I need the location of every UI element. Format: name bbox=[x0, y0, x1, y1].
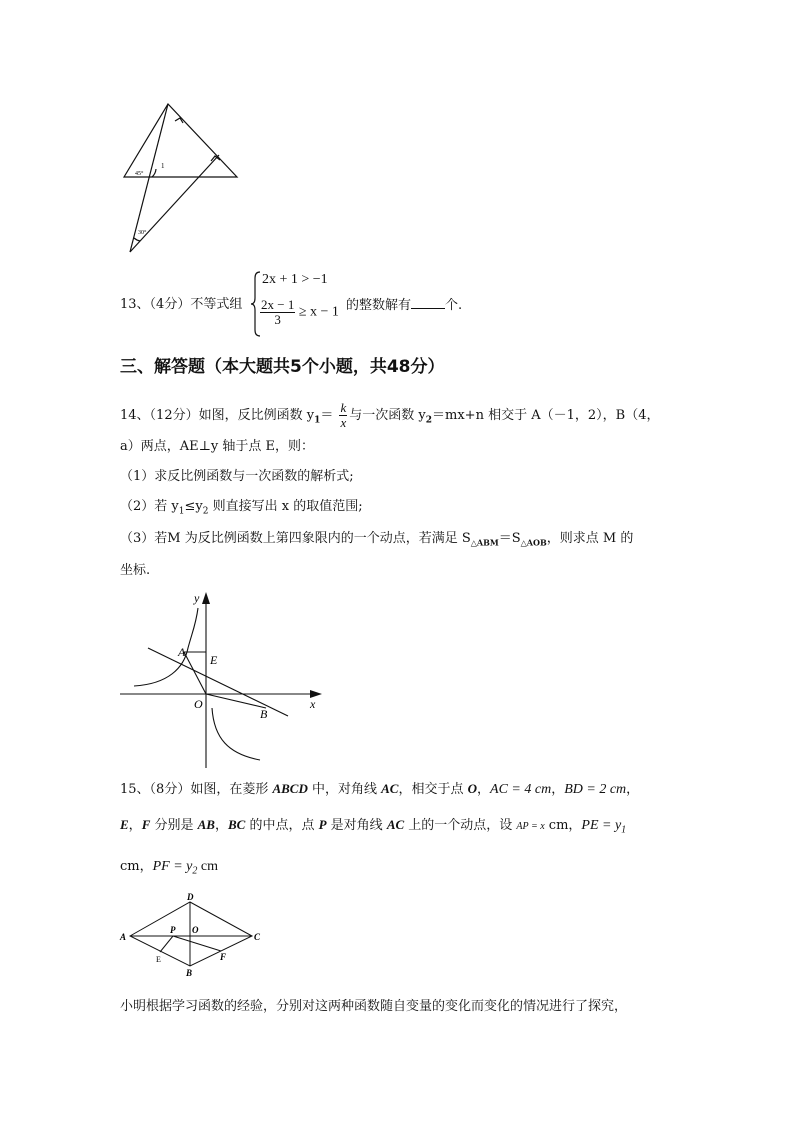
q14-p2-sub2: 2 bbox=[202, 506, 209, 517]
q13-frac-den: 3 bbox=[274, 312, 281, 327]
q14-k-over-x bbox=[339, 401, 347, 430]
q15-f: F bbox=[141, 817, 151, 832]
q13-fraction bbox=[260, 298, 295, 327]
q15-t1: 15、（8分）如图，在菱形 bbox=[120, 782, 273, 797]
q15-ac-eq: AC = 4 cm bbox=[490, 782, 552, 797]
q13-ineq1: 2x + 1 > −1 bbox=[262, 272, 328, 287]
q14-part3 bbox=[120, 530, 633, 552]
q14-p2e: 则直接写出 x 的取值范围; bbox=[208, 499, 363, 514]
point-O-label: O bbox=[194, 697, 203, 711]
frac-k: k bbox=[340, 400, 347, 415]
q15-pf-sub: 2 bbox=[192, 865, 198, 877]
q15-ac: AC bbox=[381, 781, 399, 796]
q13-frac-num: 2x − 1 bbox=[261, 297, 295, 312]
q15-t2: 中，对角线 bbox=[307, 782, 382, 797]
q15-exploration: 小明根据学习函数的经验，分别对这两种函数随自变量的变化而变化的情况进行了探究， bbox=[120, 999, 628, 1014]
vertex-D-label: D bbox=[187, 892, 194, 902]
q13-ineq2 bbox=[260, 298, 339, 327]
q15-pf-eq: PF = y bbox=[152, 859, 193, 874]
q14-part3-cont: 坐标. bbox=[120, 563, 151, 578]
q14-text3: ＝mx+n 相交于 A（－1，2），B（4， bbox=[432, 408, 660, 423]
q15-p: P bbox=[318, 817, 327, 832]
q15-pe-eq: PE = y bbox=[581, 818, 622, 833]
q14-line1 bbox=[120, 401, 659, 430]
q15-c1: ， bbox=[128, 818, 142, 833]
q15-figure bbox=[118, 890, 268, 980]
q15-t7: 分别是 bbox=[150, 818, 198, 833]
angle-30-label: 30° bbox=[138, 230, 147, 236]
x-axis-label: x bbox=[310, 697, 316, 711]
q14-text: 14、（12分）如图，反比例函数 y bbox=[120, 408, 315, 423]
q15-bd-eq: BD = 2 cm bbox=[564, 782, 627, 797]
point-E-label: E bbox=[156, 955, 161, 964]
q15-line1 bbox=[120, 780, 639, 799]
q15-t13: cm bbox=[197, 859, 218, 874]
q15-o: O bbox=[467, 781, 477, 796]
q14-line2: a）两点，AE⊥y 轴于点 E，则： bbox=[120, 439, 314, 454]
section-heading: 三、解答题（本大题共5个小题，共48分） bbox=[120, 357, 445, 377]
q15-t5: ， bbox=[551, 782, 565, 797]
answer-blank[interactable] bbox=[411, 296, 445, 309]
q14-sub: 1 bbox=[314, 415, 321, 426]
q14-eq: ＝ bbox=[320, 408, 334, 423]
q12-figure bbox=[118, 98, 248, 258]
q14-part2 bbox=[120, 498, 363, 521]
q14-figure bbox=[118, 588, 328, 770]
point-E-label: E bbox=[210, 653, 218, 667]
q13-prefix: 13、（4分）不等式组 bbox=[120, 297, 243, 312]
q13-ineq2-rest: ≥ x − 1 bbox=[298, 304, 339, 320]
q14-p3e: ，则求点 M 的 bbox=[546, 531, 634, 546]
q15-line2 bbox=[120, 816, 626, 840]
q15-c2: ， bbox=[214, 818, 228, 833]
q13-suffix-b: 个. bbox=[445, 298, 463, 313]
point-B-label: B bbox=[260, 707, 268, 721]
q15-e: E bbox=[120, 817, 129, 832]
q14-part1: （1）求反比例函数与一次函数的解析式; bbox=[120, 469, 354, 484]
q13-suffix bbox=[346, 296, 462, 315]
q14-p2c: ≤y bbox=[184, 499, 203, 514]
vertex-B-label: B bbox=[186, 968, 193, 978]
vertex-C-label: C bbox=[254, 932, 261, 942]
angle-1-label: 1 bbox=[161, 162, 165, 170]
q15-t12: cm， bbox=[120, 859, 153, 874]
q15-line3 bbox=[120, 858, 218, 881]
q15-t10: 上的一个动点，设 bbox=[404, 818, 517, 833]
point-A-label: A bbox=[178, 645, 186, 659]
q15-ac2: AC bbox=[386, 817, 405, 832]
q14-p3-sub2: △AOB bbox=[520, 537, 547, 548]
angle-45-label: 45° bbox=[135, 171, 144, 177]
q14-p2-sub1: 1 bbox=[178, 506, 185, 517]
q15-t11: cm， bbox=[544, 818, 582, 833]
q15-bc: BC bbox=[227, 817, 246, 832]
q13-suffix-a: 的整数解有 bbox=[346, 298, 412, 313]
q15-t8: 的中点，点 bbox=[245, 818, 319, 833]
q14-p3a: （3）若M 为反比例函数上第四象限内的一个动点，若满足 S bbox=[120, 531, 471, 546]
y-axis-label: y bbox=[194, 591, 200, 605]
q14-p3-sub1: △ABM bbox=[470, 537, 499, 548]
q15-ap-eq: AP = x bbox=[516, 821, 545, 832]
q15-t4: ， bbox=[477, 782, 491, 797]
q15-ab: AB bbox=[197, 817, 215, 832]
frac-x: x bbox=[340, 415, 347, 430]
q14-sub2: 2 bbox=[425, 415, 433, 426]
q15-t9: 是对角线 bbox=[326, 818, 387, 833]
point-P-label: P bbox=[170, 925, 176, 935]
q15-pe-sub: 1 bbox=[621, 824, 627, 836]
q14-p2a: （2）若 y bbox=[120, 499, 179, 514]
q14-text2: 与一次函数 y bbox=[349, 408, 426, 423]
vertex-A-label: A bbox=[120, 932, 127, 942]
q14-p3c: ＝S bbox=[498, 531, 521, 546]
q15-t6: ， bbox=[626, 782, 640, 797]
q15-t3: ，相交于点 bbox=[398, 782, 468, 797]
point-F-label: F bbox=[220, 952, 227, 962]
q15-abcd: ABCD bbox=[272, 781, 308, 796]
point-O-label: O bbox=[192, 925, 199, 935]
